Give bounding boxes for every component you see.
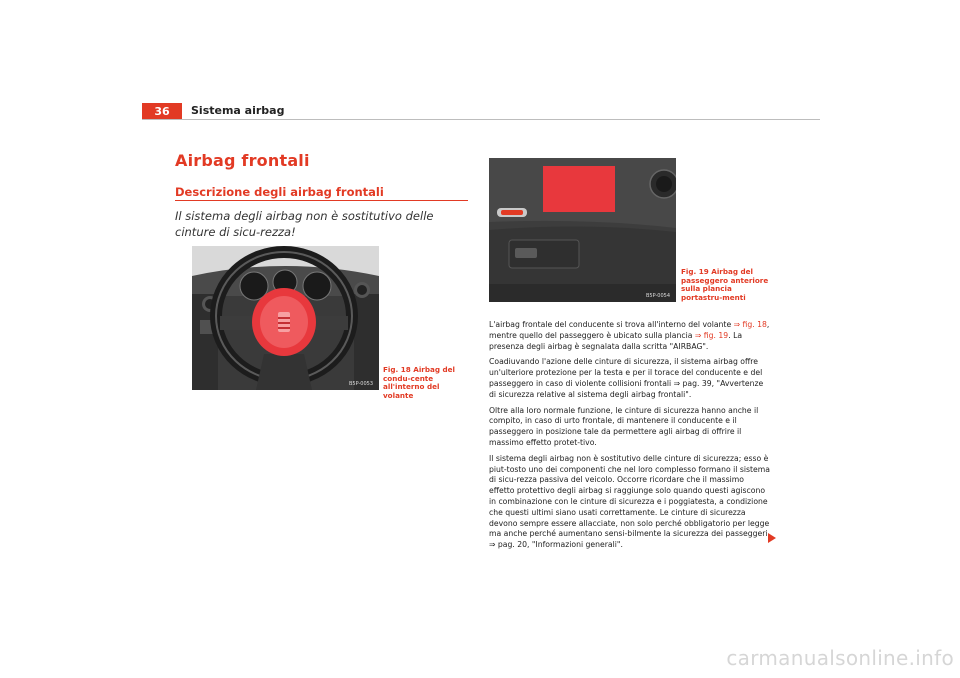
paragraph-4: Il sistema degli airbag non è sostitutivo delle cinture di sicurezza; esso è piut-tosto uno dei componenti che nel loro complesso formano il sistema di sicu-rezza passiva del veicolo. Occorre ricordare che il massimo effetto protettivo degli airbag si raggiunge solo quando questi agiscono in combinazione con le cinture di sicurezza e i poggiatesta, a condizione che questi ultimi siano usati correttamente. Le cinture di sicurezza devono sempre essere allacciate, non solo perché obbligatorio per legge ma anche perché aumentano sensi-bilmente la sicurezza dei passeggeri ⇒ pag. 20, "Informazioni generali".: [489, 453, 770, 550]
intro-text: Il sistema degli airbag non è sostitutivo delle cinture di sicu-rezza!: [175, 209, 434, 239]
paragraph-3: Oltre alla loro normale funzione, le cinture di sicurezza hanno anche il compito, in caso di urto frontale, di mantenere il conducente e il passeggero in posizione tale da permettere agli airbag di offrire il massimo effetto protet-tivo.: [489, 405, 759, 447]
continue-arrow-icon: [768, 533, 776, 543]
paragraph-1-text-c: . La presenza degli airbag è segnalata dalla scritta "AIRBAG".: [489, 330, 743, 351]
figure-18-caption: Fig. 18 Airbag del condu-cente all'interno del volante: [383, 365, 455, 400]
paragraph-2: Coadiuvando l'azione delle cinture di sicurezza, il sistema airbag offre un'ulteriore protezione per la testa e per il torace del conducente e del passeggero in caso di violente collisioni frontali ⇒ pag. 39, "Avvertenze di sicurezza relative al sistema degli airbag frontali".: [489, 357, 764, 399]
figure-19-reference-link[interactable]: ⇒ fig. 19: [694, 330, 729, 340]
figure-18-reference-link[interactable]: ⇒ fig. 18: [733, 320, 767, 329]
header-divider: [142, 119, 820, 120]
paragraph-1-text-b: , mentre quello del passeggero è ubicato sulla plancia: [489, 320, 770, 340]
figure-steering-wheel-airbag: [192, 246, 379, 390]
paragraph-1-text-a: L'airbag frontale del conducente si trova all'interno del volante: [489, 320, 734, 329]
section-title: Airbag frontali: [175, 151, 310, 170]
watermark: carmanualsonline.info: [726, 646, 954, 670]
steering-wheel-illustration: [192, 246, 379, 390]
figure-19-caption: Fig. 19 Airbag del passeggero anteriore sulla plancia portastru-menti: [681, 267, 769, 302]
subsection-divider: [175, 200, 468, 201]
subsection-title: Descrizione degli airbag frontali: [175, 185, 384, 199]
paragraph-1: [489, 320, 771, 352]
page-number: 36: [142, 103, 182, 119]
figure-code: B5P-0054: [645, 293, 670, 299]
figure-code: B5P-0053: [348, 381, 373, 387]
running-header: Sistema airbag: [191, 104, 285, 117]
body-text: [489, 320, 771, 556]
dashboard-illustration: [489, 158, 676, 302]
figure-passenger-airbag: [489, 158, 676, 302]
